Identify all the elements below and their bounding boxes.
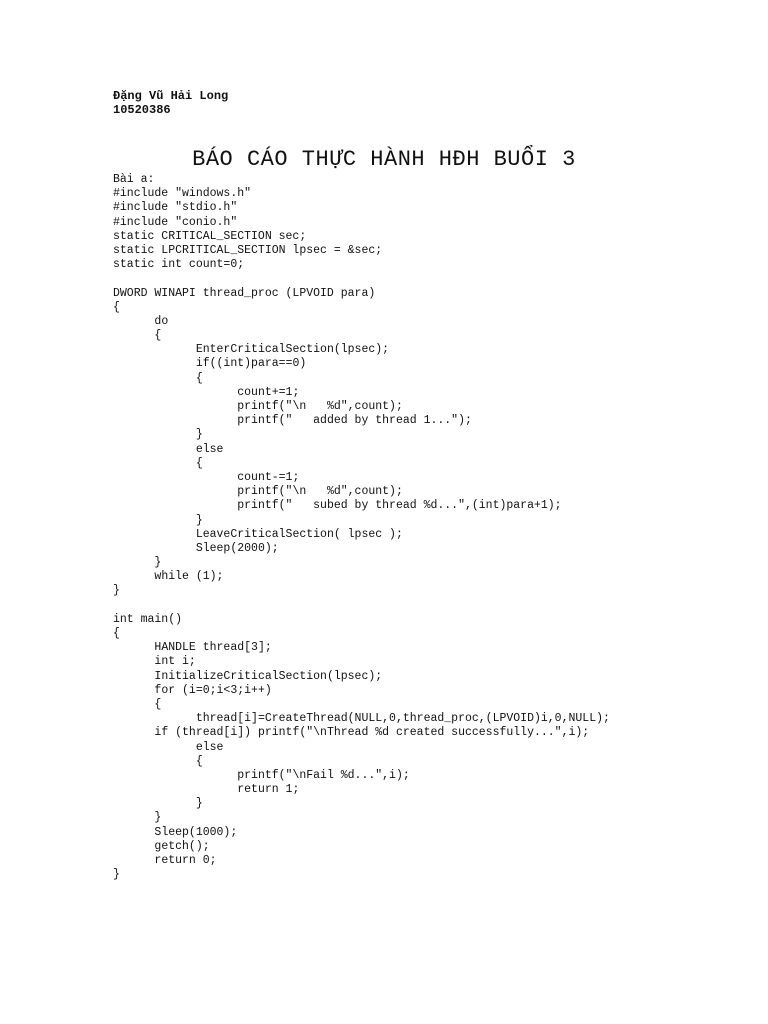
code-line: printf(" added by thread 1..."); bbox=[113, 414, 472, 428]
code-line: DWORD WINAPI thread_proc (LPVOID para) bbox=[113, 286, 376, 300]
code-line: } bbox=[113, 797, 203, 811]
author-block bbox=[113, 89, 228, 117]
code-line: while (1); bbox=[113, 570, 224, 584]
code-line: for (i=0;i<3;i++) bbox=[113, 683, 272, 697]
code-listing bbox=[113, 173, 610, 882]
code-line: Sleep(1000); bbox=[113, 825, 238, 839]
code-line: thread[i]=CreateThread(NULL,0,thread_proc,(LPVOID)i,0,NULL); bbox=[113, 712, 610, 726]
code-line: printf("\nFail %d...",i); bbox=[113, 768, 410, 782]
code-line: count+=1; bbox=[113, 385, 300, 399]
author-name: Đặng Vũ Hải Long bbox=[113, 89, 229, 103]
code-line: int i; bbox=[113, 655, 196, 669]
code-line: #include "stdio.h" bbox=[113, 201, 238, 215]
code-line: else bbox=[113, 740, 224, 754]
code-line: } bbox=[113, 584, 120, 598]
student-id: 10520386 bbox=[113, 103, 171, 117]
code-line: { bbox=[113, 300, 120, 314]
code-line: } bbox=[113, 556, 162, 570]
code-line: { bbox=[113, 329, 162, 343]
code-line: #include "conio.h" bbox=[113, 215, 238, 229]
code-line: { bbox=[113, 456, 203, 470]
code-line bbox=[113, 272, 610, 286]
code-line: { bbox=[113, 754, 203, 768]
code-line: return 0; bbox=[113, 854, 217, 867]
code-line: EnterCriticalSection(lpsec); bbox=[113, 343, 390, 357]
code-line: else bbox=[113, 442, 224, 456]
code-line: InitializeCriticalSection(lpsec); bbox=[113, 669, 383, 683]
code-line: Sleep(2000); bbox=[113, 541, 279, 555]
code-line: if (thread[i]) printf("\nThread %d created successfully...",i); bbox=[113, 726, 590, 740]
report-title: BÁO CÁO THỰC HÀNH HĐH BUỔI 3 bbox=[192, 147, 576, 172]
code-line: #include "windows.h" bbox=[113, 187, 252, 201]
code-line: Bài a: bbox=[113, 173, 155, 186]
code-line: printf("\n %d",count); bbox=[113, 400, 403, 413]
code-line: } bbox=[113, 811, 162, 825]
code-line: } bbox=[113, 428, 203, 442]
code-line: count-=1; bbox=[113, 470, 300, 484]
code-line: printf("\n %d",count); bbox=[113, 485, 403, 499]
code-line: getch(); bbox=[113, 839, 210, 853]
code-line: static CRITICAL_SECTION sec; bbox=[113, 229, 307, 243]
code-line: printf(" subed by thread %d...",(int)para+1); bbox=[113, 499, 562, 513]
code-line: { bbox=[113, 627, 120, 640]
code-line: if((int)para==0) bbox=[113, 357, 307, 371]
code-line: { bbox=[113, 697, 162, 711]
code-line: static LPCRITICAL_SECTION lpsec = &sec; bbox=[113, 243, 383, 257]
code-line bbox=[113, 599, 610, 613]
code-line: } bbox=[113, 868, 120, 882]
code-line: int main() bbox=[113, 612, 183, 626]
code-line: LeaveCriticalSection( lpsec ); bbox=[113, 527, 403, 541]
code-line: { bbox=[113, 371, 203, 385]
code-line: HANDLE thread[3]; bbox=[113, 641, 272, 655]
code-line: do bbox=[113, 314, 169, 328]
code-line: return 1; bbox=[113, 783, 300, 797]
code-line: static int count=0; bbox=[113, 258, 245, 272]
code-line: } bbox=[113, 513, 203, 527]
